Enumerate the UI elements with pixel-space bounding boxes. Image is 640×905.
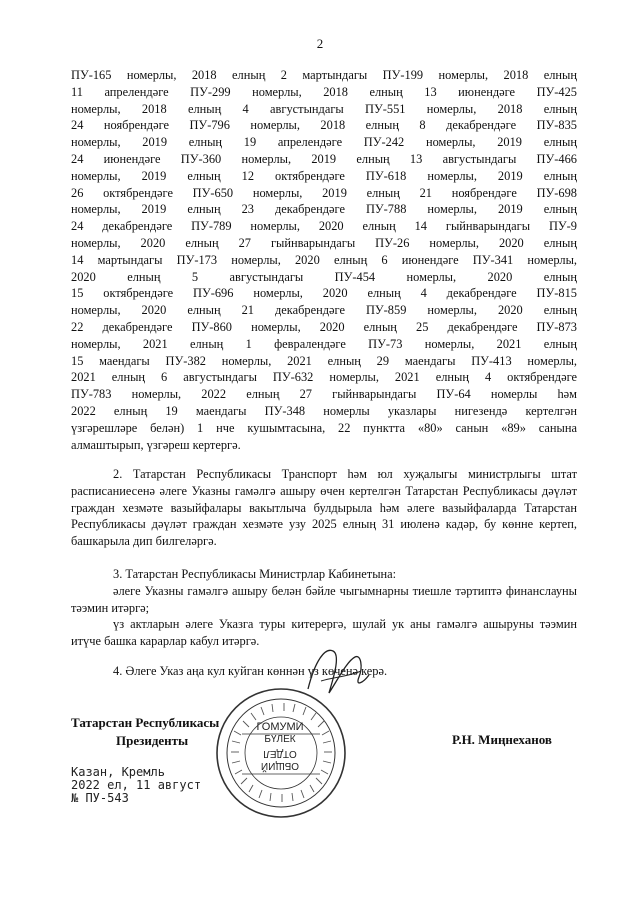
document-place: Казан, Кремль (71, 765, 165, 779)
paragraph-4-text: 4. Әлеге Указ аңа кул куйган көннән үз көченә керә. (113, 664, 388, 678)
paragraph-1-line: 2021 елның 6 августындагы ПУ-632 номерлы, 2021 елның 4 октябрендәге (71, 370, 577, 385)
paragraph-1-line: номерлы, 2018 елның 4 августындагы ПУ-551 номерлы, 2018 елның (71, 101, 577, 116)
document-metadata (71, 766, 201, 805)
paragraph-1-line: 24 ноябрендәге ПУ-796 номерлы, 2018 елның 8 декабрендәге ПУ-835 (71, 118, 577, 133)
paragraph-1 (71, 67, 577, 453)
document-date: 2022 ел, 11 август (71, 778, 202, 792)
stamp-text-1: ГОМУМИ (256, 721, 304, 733)
stamp-text-4: ОБЩИЙ (260, 760, 300, 771)
stamp-text-3: ОТДЕЛ (263, 748, 297, 759)
paragraph-3-heading: 3. Татарстан Республикасы Министрлар Кабинетына: (113, 567, 397, 581)
paragraph-1-line: ПУ-783 номерлы, 2022 елның 27 гыйнварындагы ПУ-64 номерлы һәм (71, 387, 577, 402)
paragraph-1-line: 2020 елның 5 августындагы ПУ-454 номерлы, 2020 елның (71, 269, 577, 284)
paragraph-1-line: номерлы, 2020 елның 27 гыйнварындагы ПУ-26 номерлы, 2020 елның (71, 235, 577, 250)
paragraph-1-line: 14 мартындагы ПУ-173 номерлы, 2020 елның 6 июнендәге ПУ-341 номерлы, (71, 252, 577, 267)
stamp-text-2: БҮЛЕК (264, 734, 296, 745)
signatory-title-line-2: Президенты (116, 733, 189, 748)
paragraph-2 (71, 466, 577, 550)
paragraph-1-line: 24 июнендәге ПУ-360 номерлы, 2019 елның 13 августындагы ПУ-466 (71, 151, 577, 166)
paragraph-3 (71, 566, 577, 650)
paragraph-3-item-2: үз актларын әлеге Указга туры китерергә, шулай ук аны гамәлгә ашыруны тәэмин итүче башка карарлар кабул итәргә. (71, 617, 577, 649)
paragraph-1-line: номерлы, 2019 елның 12 октябрендәге ПУ-618 номерлы, 2019 елның (71, 168, 577, 183)
signatory-title (71, 714, 271, 750)
paragraph-1-line: 26 октябрендәге ПУ-650 номерлы, 2019 елның 21 ноябрендәге ПУ-698 (71, 185, 577, 200)
paragraph-1-line: номерлы, 2020 елның 21 декабрендәге ПУ-859 номерлы, 2020 елның (71, 303, 577, 318)
paragraph-1-line: 22 декабрендәге ПУ-860 номерлы, 2020 елның 25 декабрендәге ПУ-873 (71, 319, 577, 334)
paragraph-1-line: ПУ-165 номерлы, 2018 елның 2 мартындагы ПУ-199 номерлы, 2018 елның (71, 68, 577, 82)
paragraph-1-line: алмаштырып, үзгәреш кертергә. (71, 437, 241, 452)
paragraph-1-line: 15 октябрендәге ПУ-696 номерлы, 2020 елның 4 декабрендәге ПУ-815 (71, 286, 577, 301)
signatory-title-line-1: Татарстан Республикасы (71, 715, 220, 730)
signatory-name: Р.Н. Миңнеханов (452, 732, 552, 747)
paragraph-1-line: номерлы, 2021 елның 1 февралендәге ПУ-73 номерлы, 2021 елның (71, 336, 577, 351)
paragraph-1-line: 11 апрелендәге ПУ-299 номерлы, 2018 елның 13 июнендәге ПУ-425 (71, 84, 577, 99)
paragraph-1-line: 2022 елның 19 маендагы ПУ-348 номерлы указлары нигезендә кертелгән (71, 403, 577, 418)
paragraph-2-text: 2. Татарстан Республикасы Транспорт һәм юл хуҗалыгы министрлыгы штат расписаниесенә әлеге Указны гамәлгә ашыру өчен кертелгән Татарстан Республикасы дәүләт граждан хезмәте вазыйфалары вакытлыча булдырыла һәм әлеге вазыйфаларда Татарстан Республикасы дәүләт граждан хезмәте узу 2025 елның 31 июленә кадәр, бу көнне кертеп, башкарыла дип билгеләргә. (71, 467, 577, 549)
handwritten-signature-icon (303, 641, 373, 701)
paragraph-1-line: номерлы, 2019 елның 23 декабрендәге ПУ-788 номерлы, 2019 елның (71, 202, 577, 217)
paragraph-1-line: 15 маендагы ПУ-382 номерлы, 2021 елның 29 маендагы ПУ-413 номерлы, (71, 353, 577, 368)
paragraph-1-line: номерлы, 2019 елның 19 апрелендәге ПУ-242 номерлы, 2019 елның (71, 135, 577, 150)
paragraph-3-item-1: әлеге Указны гамәлгә ашыру белән бәйле чыгымнарны тиешле тәртиптә финанслауны тәэмин итәргә; (71, 583, 577, 615)
paragraph-1-line: 24 декабрендәге ПУ-789 номерлы, 2020 елның 14 гыйнварындагы ПУ-9 (71, 219, 577, 234)
document-number: № ПУ-543 (71, 791, 129, 805)
paragraph-1-line: үзгәрешләре белән) 1 нче кушымтасына, 22 пунктта «80» санын «89» санына (71, 420, 577, 435)
page-number: 2 (316, 36, 324, 51)
